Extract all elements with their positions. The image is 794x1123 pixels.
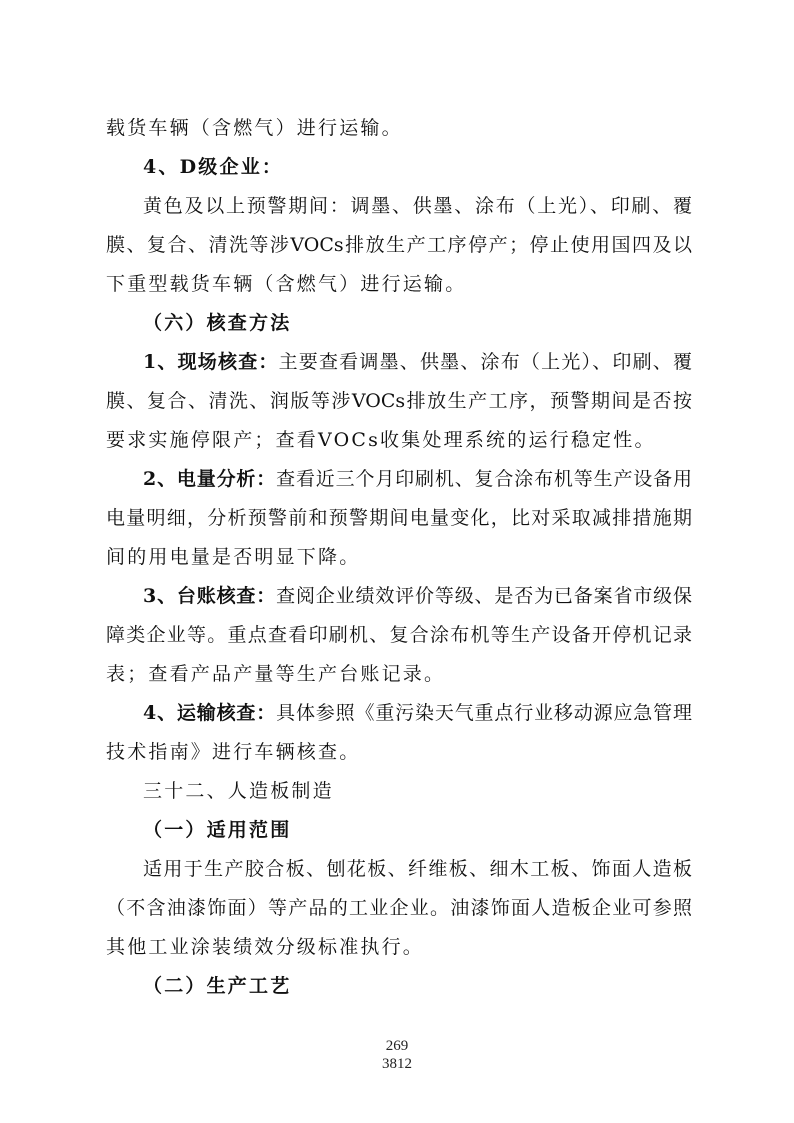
text-line: 技术指南》进行车辆核查。 bbox=[106, 741, 361, 763]
text-line: 膜、复合、清洗、润版等涉VOCs排放生产工序，预警期间是否按 bbox=[106, 390, 692, 412]
inline-text: 查阅企业绩效评价等级、是否为已备案省市级保 bbox=[276, 585, 692, 607]
text-line: 电量明细，分析预警前和预警期间电量变化，比对采取减排措施期 bbox=[106, 507, 692, 529]
text-line: 间的用电量是否明显下降。 bbox=[106, 546, 361, 568]
text-line: 表；查看产品产量等生产台账记录。 bbox=[106, 663, 446, 685]
text-line: 下重型载货车辆（含燃气）进行运输。 bbox=[106, 273, 467, 295]
inline-heading: 1、现场核查： bbox=[143, 351, 279, 373]
text-line: （不含油漆饰面）等产品的工业企业。油漆饰面人造板企业可参照 bbox=[106, 897, 692, 919]
section-heading: （六）核查方法 bbox=[143, 312, 292, 334]
paragraph-line bbox=[143, 348, 692, 376]
text-line: 膜、复合、清洗等涉VOCs排放生产工序停产；停止使用国四及以 bbox=[106, 234, 692, 256]
section-heading: 4、D级企业： bbox=[143, 156, 284, 178]
inline-text: 查看近三个月印刷机、复合涂布机等生产设备用 bbox=[276, 468, 692, 490]
text-line: 其他工业涂装绩效分级标准执行。 bbox=[106, 936, 425, 958]
paragraph-line bbox=[143, 582, 692, 610]
section-heading: （一）适用范围 bbox=[143, 819, 292, 841]
inline-heading: 4、运输核查： bbox=[143, 702, 277, 724]
text-line: 障类企业等。重点查看印刷机、复合涂布机等生产设备开停机记录 bbox=[106, 624, 692, 646]
inline-text: 具体参照《重污染天气重点行业移动源应急管理 bbox=[276, 702, 692, 724]
chapter-heading: 三十二、人造板制造 bbox=[143, 780, 334, 802]
inline-heading: 3、台账核查： bbox=[143, 585, 277, 607]
inline-heading: 2、电量分析： bbox=[143, 468, 277, 490]
total-page-number: 3812 bbox=[382, 1056, 412, 1072]
text-line: 黄色及以上预警期间：调墨、供墨、涂布（上光）、印刷、覆 bbox=[143, 195, 692, 217]
text-line: 适用于生产胶合板、刨花板、纤维板、细木工板、饰面人造板 bbox=[143, 858, 692, 880]
paragraph-line bbox=[143, 699, 692, 727]
paragraph-line bbox=[143, 465, 692, 493]
inline-text: 主要查看调墨、供墨、涂布（上光）、印刷、覆 bbox=[278, 351, 692, 373]
section-heading: （二）生产工艺 bbox=[143, 975, 292, 997]
page-number: 269 bbox=[385, 1038, 409, 1054]
text-line: 要求实施停限产；查看VOCs收集处理系统的运行稳定性。 bbox=[106, 429, 656, 451]
text-line: 载货车辆（含燃气）进行运输。 bbox=[106, 117, 403, 139]
